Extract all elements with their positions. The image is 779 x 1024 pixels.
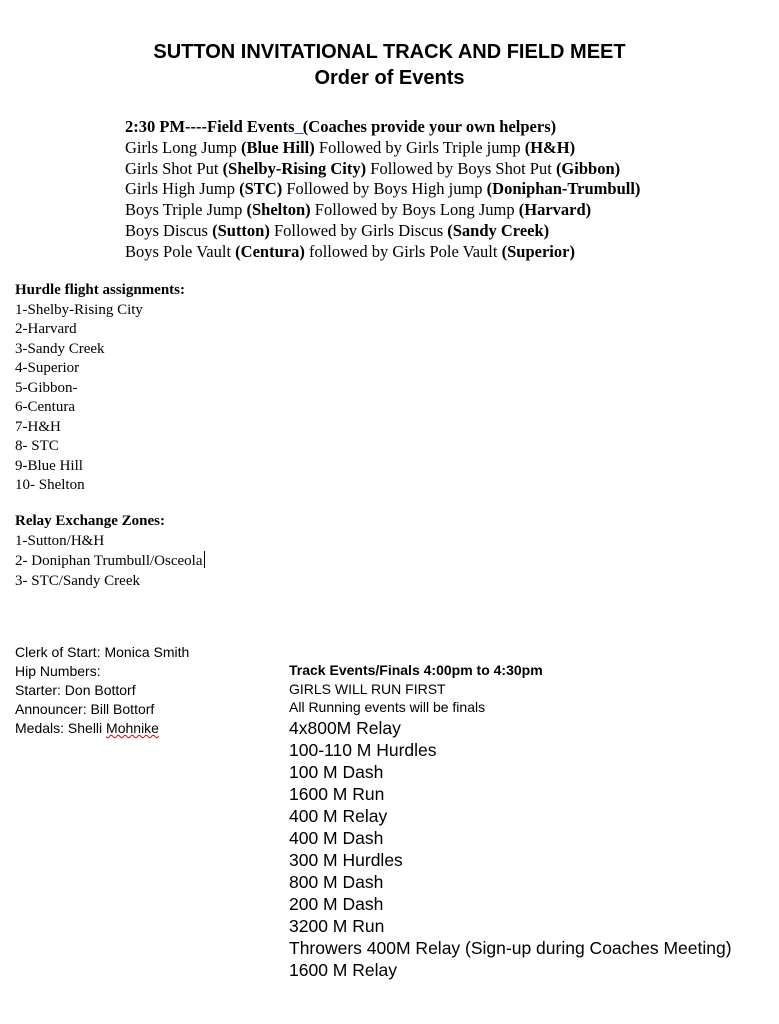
relay-heading: Relay Exchange Zones: [15,513,165,529]
hurdle-flight-item: 9-Blue Hill [15,457,83,474]
field-event-school: (Centura) [235,241,305,261]
hurdle-flight-section [15,281,185,496]
field-event-text: Girls High Jump [125,179,240,199]
field-events-list [125,138,640,263]
track-event-item: 400 M Relay [289,805,388,826]
field-event-school: (H&H) [524,137,576,157]
field-event-school: (Harvard) [518,200,592,220]
field-event-school: (Blue Hill) [240,137,315,157]
hurdle-flight-item: 6-Centura [15,399,75,415]
field-event-text: Boys Discus [125,220,213,240]
hurdle-flight-item: 8- STC [15,438,59,454]
track-event-item: 100 M Dash [289,761,384,782]
field-event-text: Followed by Boys Long Jump [310,200,519,220]
track-event-item: 200 M Dash [289,893,384,914]
hurdle-list [15,301,185,496]
track-event-item: Throwers 400M Relay (Sign-up during Coaches Meeting) [289,937,732,958]
track-events-list [289,717,732,981]
field-event-school: (Sutton) [212,220,270,240]
track-event-item: 300 M Hurdles [289,849,403,870]
hurdle-flight-item: 3-Sandy Creek [15,340,105,357]
medals-name: Mohnike [106,720,159,736]
field-event-text: Followed by Boys High jump [282,179,487,199]
hurdle-flight-item: 5-Gibbon- [15,379,78,396]
track-note-girls-first: GIRLS WILL RUN FIRST [289,680,446,697]
track-event-item: 4x800M Relay [289,717,401,738]
starter: Starter: Don Bottorf [15,682,136,698]
track-event-item: 400 M Dash [289,827,384,848]
field-event-text: Boys Pole Vault [125,241,236,261]
field-event-school: (Gibbon) [555,158,621,178]
hurdle-heading: Hurdle flight assignments: [15,282,186,298]
relay-list [15,532,205,592]
hurdle-flight-item: 7-H&H [15,418,61,435]
field-event-school: (Doniphan-Trumbull) [486,179,641,199]
field-event-text: Followed by Girls Triple jump [314,137,525,157]
track-event-item: 800 M Dash [289,871,384,892]
track-event-item: 3200 M Run [289,915,385,936]
staff-section [15,643,189,738]
field-event-school: (Superior) [501,241,575,261]
announcer: Announcer: Bill Bottorf [15,701,155,717]
field-event-line [125,179,640,200]
track-note-finals: All Running events will be finals [289,699,486,715]
field-event-text: Girls Shot Put [125,158,223,178]
track-event-item: 100-110 M Hurdles [289,739,437,760]
track-events-section [289,661,732,981]
page-subtitle: Order of Events [314,67,465,89]
field-event-school: (Shelton) [246,200,311,220]
field-event-line [125,159,640,180]
field-event-school: (Shelby-Rising City) [222,158,367,178]
hurdle-flight-item: 4-Superior [15,360,80,376]
field-events-heading [125,117,640,138]
field-events-time: 2:30 PM----Field Events [125,117,295,136]
hurdle-flight-item: 1-Shelby-Rising City [15,301,143,318]
page-title: SUTTON INVITATIONAL TRACK AND FIELD MEET [153,41,626,63]
track-heading: Track Events/Finals 4:00pm to 4:30pm [289,662,543,678]
field-event-text: Girls Long Jump [125,137,241,157]
relay-zone-item: 3- STC/Sandy Creek [15,572,140,589]
field-events-section [125,117,640,263]
track-event-item: 1600 M Relay [289,959,397,980]
hurdle-flight-item: 10- Shelton [15,477,85,493]
field-event-school: (STC) [239,179,283,199]
field-events-note: Coaches provide your own helpers) [308,117,557,136]
text-cursor [204,551,205,568]
field-events-heading-mark: ( [294,117,309,136]
field-event-school: (Sandy Creek) [447,220,550,240]
relay-zone-item: 1-Sutton/H&H [15,532,105,549]
medals [15,719,189,738]
field-event-line [125,242,640,263]
field-event-text: Followed by Boys Shot Put [366,158,556,178]
track-event-item: 1600 M Run [289,783,385,804]
relay-zone-item: 2- Doniphan Trumbull/Osceola [15,553,203,569]
field-event-line [125,200,640,221]
medals-label: Medals: Shelli [15,720,107,736]
field-event-line [125,221,640,242]
field-event-text: Followed by Girls Discus [269,220,448,240]
field-event-line [125,138,640,159]
field-event-text: Boys Triple Jump [125,200,247,220]
hurdle-flight-item: 2-Harvard [15,321,77,337]
clerk-of-start: Clerk of Start: Monica Smith [15,644,190,660]
hip-numbers: Hip Numbers: [15,663,101,679]
relay-zones-section [15,512,205,591]
field-event-text: followed by Girls Pole Vault [304,241,502,261]
